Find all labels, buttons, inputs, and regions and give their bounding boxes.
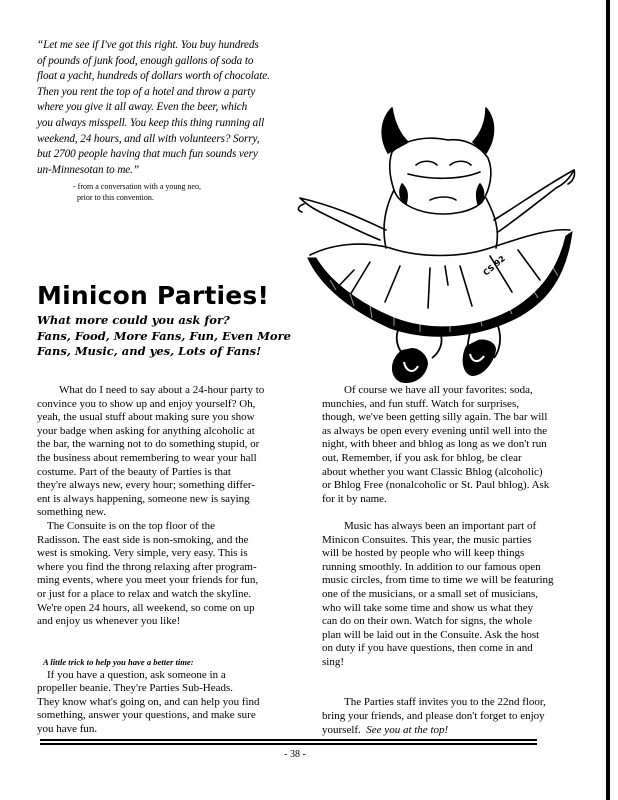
quote-line: Then you rent the top of a hotel and throw a party: [37, 85, 256, 98]
text-line: and enjoy us whenever you like!: [37, 615, 181, 628]
text-line: What do I need to say about a 24-hour party to: [59, 384, 265, 396]
text-line: for it by name.: [322, 492, 387, 505]
text-line: We're open 24 hours, all weekend, so come on up: [37, 601, 255, 614]
text-line: on duty if you have questions, then come in and: [322, 642, 533, 655]
text-line: something, answer your questions, and make sure: [37, 709, 256, 722]
article-subtitle: [37, 313, 297, 360]
ballerina-cow-illustration: [290, 80, 580, 385]
text-line: about whether you want Classic Bhlog (alcoholic): [322, 465, 543, 478]
text-line: Music has always been an important part of: [344, 519, 537, 532]
text-line: will be hosted by people who will keep things: [322, 547, 525, 560]
text-line: convince you to show up and enjoy yourself? Oh,: [37, 397, 256, 410]
quote-line: you always misspell. You keep this thing running all: [37, 116, 265, 129]
page-number: - 38 -: [284, 749, 306, 760]
quote-line: weekend, 24 hours, and all with volunteers? Sorry,: [37, 132, 260, 145]
text-line: can do on their own. Watch for signs, the whole: [322, 615, 533, 628]
text-line: If you have a question, ask someone in a: [47, 668, 226, 681]
ballerina-cow-drawing-icon: [290, 80, 580, 385]
paragraph-invitation: [322, 696, 592, 737]
quote-line: float a yacht, hundreds of dollars worth of chocolate.: [37, 70, 270, 83]
text-line: sing!: [322, 655, 344, 668]
text-line: The Parties staff invites you to the 22nd floor,: [344, 696, 546, 709]
text-line: propeller beanie. They're Parties Sub-Heads.: [37, 682, 234, 695]
text-line: out. Remember, if you ask for bhlog, be clear: [322, 451, 522, 464]
quote-line: un-Minnesotan to me.”: [37, 163, 139, 176]
paragraph-music: [322, 520, 592, 670]
text-line: the bar, the warning not to do something stupid, or: [37, 438, 260, 451]
attribution-line: - from a conversation with a young neo,: [73, 182, 201, 191]
quote-line: where you give it all away. Even the beer, which: [37, 101, 248, 114]
text-line: costume. Part of the beauty of Parties is that: [37, 465, 231, 478]
text-line: bring your friends, and please don't forget to enjoy: [322, 710, 545, 723]
text-line: plan will be laid out in the Consuite. Ask the host: [322, 628, 540, 641]
attribution-line: prior to this convention.: [77, 193, 154, 202]
text-line: who will take some time and show us what they: [322, 601, 534, 614]
text-line: your badge when asking for anything alcoholic at: [37, 424, 255, 437]
text-line: or Bhlog Free (nonalcoholic or St. Paul bhlog). Ask: [322, 479, 550, 492]
left-column: [37, 384, 299, 737]
paragraph-consuite: [37, 520, 299, 629]
subtitle-line: Fans, Food, More Fans, Fun, Even More: [37, 328, 291, 343]
closing-tagline: See you at the top!: [366, 723, 449, 736]
paragraph-sub-heads: [37, 669, 299, 737]
text-line: as always be open every evening until well into the: [322, 424, 548, 437]
pull-quote: [37, 38, 292, 178]
text-line: munchies, and fun stuff. Watch for surprises,: [322, 397, 519, 410]
text-line: night, with bheer and bhlog as long as we don't run: [322, 438, 547, 451]
text-plain: yourself.: [322, 723, 367, 736]
paragraph-favorites: [322, 384, 592, 506]
text-line: running smoothly. In addition to our famous open: [322, 560, 541, 573]
text-line: They know what's going on, and can help you find: [37, 695, 260, 708]
text-line: the business about remembering to wear your hall: [37, 451, 257, 464]
text-line: Minicon Consuites. This year, the music parties: [322, 533, 532, 546]
text-line: they're always new, every hour; something differ-: [37, 479, 256, 492]
quote-line: “Let me see if I've got this right. You buy hundreds: [37, 39, 259, 51]
text-line: music circles, from time to time we will be featuring: [322, 574, 554, 587]
text-line: Radisson. The east side is non-smoking, and the: [37, 533, 249, 546]
quote-line: but 2700 people having that much fun sounds very: [37, 148, 258, 161]
trick-heading: A little trick to help you have a better time:: [43, 656, 194, 667]
text-line: or just for a place to relax and watch the skyline.: [37, 587, 252, 600]
footer-rule: [40, 739, 537, 745]
text-line: you have fun.: [37, 723, 98, 736]
quote-attribution: [73, 181, 273, 203]
subtitle-line: What more could you ask for?: [37, 313, 230, 327]
text-line: something new.: [37, 506, 106, 519]
text-line: Of course we have all your favorites: soda,: [344, 384, 533, 396]
text-line: The Consuite is on the top floor of the: [47, 519, 216, 532]
page-edge-rule: [606, 0, 610, 800]
quote-line: of pounds of junk food, enough gallons of soda to: [37, 54, 254, 67]
text-line: [322, 724, 592, 738]
text-line: ming events, where you meet your friends for fun,: [37, 574, 259, 587]
text-line: yeah, the usual stuff about making sure you show: [37, 411, 255, 424]
text-line: where you find the throng relaxing after program-: [37, 560, 257, 573]
article-title: Minicon Parties!: [37, 281, 270, 310]
text-line: though, we've been getting silly again. The bar will: [322, 411, 548, 424]
text-line: ent is always happening, someone new is saying: [37, 492, 250, 505]
subtitle-line: Fans, Music, and yes, Lots of Fans!: [37, 344, 262, 358]
text-line: west is smoking. Very simple, very easy. This is: [37, 547, 248, 560]
right-column: [322, 384, 592, 737]
artist-signature: CS 92: [481, 254, 507, 278]
paragraph-intro: [37, 384, 299, 520]
text-line: one of the musicians, or a small set of musicians,: [322, 587, 538, 600]
